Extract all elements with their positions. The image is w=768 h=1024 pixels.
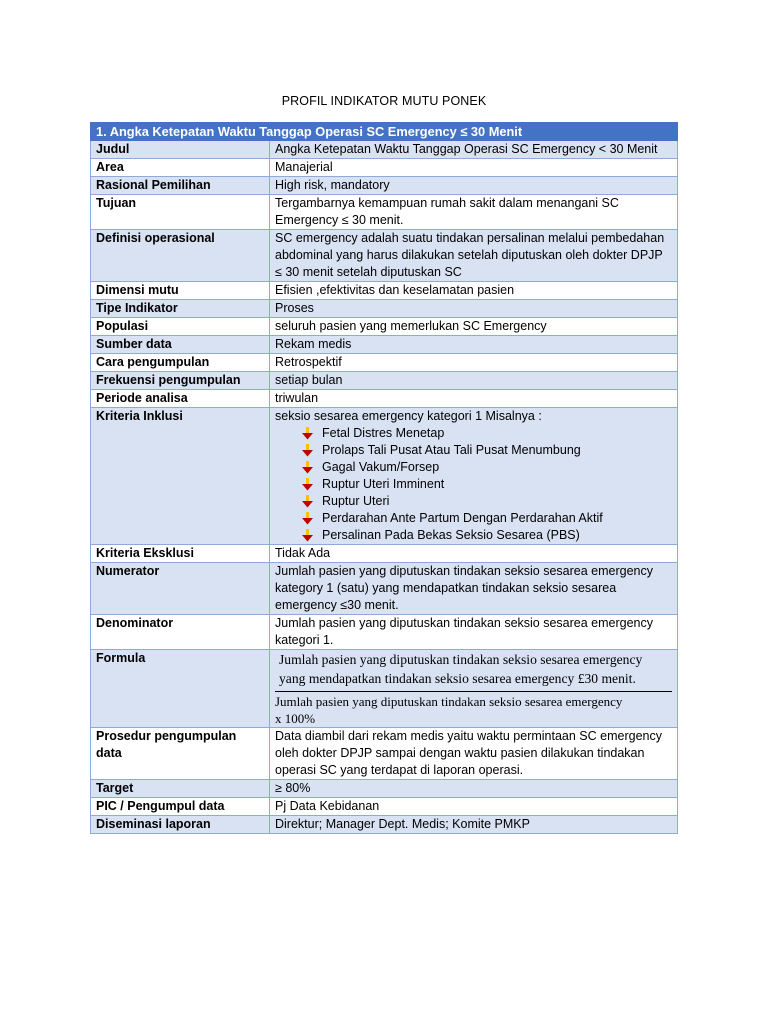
- formula-denominator: Jumlah pasien yang diputuskan tindakan seksio sesarea emergency: [275, 694, 623, 709]
- down-arrow-icon: [301, 495, 314, 508]
- row-label: Denominator: [91, 615, 270, 650]
- row-label: Dimensi mutu: [91, 282, 270, 300]
- row-value: High risk, mandatory: [270, 177, 678, 195]
- list-item-text: Fetal Distres Menetap: [322, 426, 445, 440]
- row-dimensi: [91, 282, 678, 300]
- row-label: Sumber data: [91, 336, 270, 354]
- row-rasional: [91, 177, 678, 195]
- row-value: seluruh pasien yang memerlukan SC Emergency: [270, 318, 678, 336]
- down-arrow-icon: [301, 427, 314, 440]
- row-value: Pj Data Kebidanan: [270, 798, 678, 816]
- indicator-title: 1. Angka Ketepatan Waktu Tanggap Operasi SC Emergency ≤ 30 Menit: [91, 123, 678, 141]
- list-item: [301, 527, 672, 544]
- row-value: ≥ 80%: [270, 780, 678, 798]
- row-label: Cara pengumpulan: [91, 354, 270, 372]
- row-label: Area: [91, 159, 270, 177]
- list-item-text: Persalinan Pada Bekas Seksio Sesarea (PBS): [322, 528, 580, 542]
- list-item-text: Gagal Vakum/Forsep: [322, 460, 440, 474]
- down-arrow-icon: [301, 461, 314, 474]
- row-label: Prosedur pengumpulan data: [91, 728, 270, 780]
- row-label: Kriteria Inklusi: [91, 408, 270, 545]
- row-label: Populasi: [91, 318, 270, 336]
- row-tipe: [91, 300, 678, 318]
- row-value: Rekam medis: [270, 336, 678, 354]
- down-arrow-icon: [301, 478, 314, 491]
- row-value: Efisien ,efektivitas dan keselamatan pasien: [270, 282, 678, 300]
- list-item-text: Perdarahan Ante Partum Dengan Perdarahan Aktif: [322, 511, 603, 525]
- row-inklusi: [91, 408, 678, 545]
- down-arrow-icon: [301, 512, 314, 525]
- row-value: Proses: [270, 300, 678, 318]
- row-periode: [91, 390, 678, 408]
- row-value: Jumlah pasien yang diputuskan tindakan seksio sesarea emergency kategori 1.: [270, 615, 678, 650]
- row-target: [91, 780, 678, 798]
- row-value: Tergambarnya kemampuan rumah sakit dalam menangani SC Emergency ≤ 30 menit.: [270, 195, 678, 230]
- down-arrow-icon: [301, 529, 314, 542]
- row-pic: [91, 798, 678, 816]
- row-value: Retrospektif: [270, 354, 678, 372]
- row-formula: [91, 650, 678, 728]
- row-label: Rasional Pemilihan: [91, 177, 270, 195]
- list-item: [301, 476, 672, 493]
- list-item: [301, 425, 672, 442]
- row-frekuensi: [91, 372, 678, 390]
- row-value: Tidak Ada: [270, 545, 678, 563]
- list-item-text: Ruptur Uteri Imminent: [322, 477, 445, 491]
- row-label: Tipe Indikator: [91, 300, 270, 318]
- page-title: PROFIL INDIKATOR MUTU PONEK: [281, 94, 487, 108]
- row-cara: [91, 354, 678, 372]
- list-item: [301, 493, 672, 510]
- row-value: Manajerial: [270, 159, 678, 177]
- fraction-line: [275, 691, 672, 692]
- row-label: Tujuan: [91, 195, 270, 230]
- row-value: Direktur; Manager Dept. Medis; Komite PMKP: [270, 816, 678, 834]
- row-label: Target: [91, 780, 270, 798]
- row-sumber: [91, 336, 678, 354]
- row-label: Frekuensi pengumpulan: [91, 372, 270, 390]
- row-label: Periode analisa: [91, 390, 270, 408]
- row-label: Judul: [91, 141, 270, 159]
- row-value: Jumlah pasien yang diputuskan tindakan seksio sesarea emergency kategory 1 (satu) yang mendapatkan tindakan seksio sesarea emergency ≤30 menit.: [270, 563, 678, 615]
- down-arrow-icon: [301, 444, 314, 457]
- row-value: SC emergency adalah suatu tindakan persalinan melalui pembedahan abdominal yang harus dilakukan setelah diputuskan oleh dokter DPJP ≤ 30 menit setelah diputuskan SC: [270, 230, 678, 282]
- indicator-profile-table: [90, 122, 678, 834]
- row-label: Formula: [91, 650, 270, 728]
- row-numerator: [91, 563, 678, 615]
- row-value: Data diambil dari rekam medis yaitu waktu permintaan SC emergency oleh dokter DPJP sampai dengan waktu pasien dilakukan tindakan operasi SC yang terdapat di laporan operasi.: [270, 728, 678, 780]
- row-diseminasi: [91, 816, 678, 834]
- inklusi-list: [275, 425, 672, 544]
- row-value: triwulan: [270, 390, 678, 408]
- list-item: [301, 459, 672, 476]
- row-denominator: [91, 615, 678, 650]
- row-label: Definisi operasional: [91, 230, 270, 282]
- formula: [275, 650, 672, 727]
- row-label: Diseminasi laporan: [91, 816, 270, 834]
- row-definisi: [91, 230, 678, 282]
- row-judul: [91, 141, 678, 159]
- inklusi-intro: seksio sesarea emergency kategori 1 Misalnya :: [275, 409, 542, 423]
- row-value: [270, 650, 678, 728]
- formula-multiplier: x 100%: [275, 711, 316, 726]
- list-item-text: Ruptur Uteri: [322, 494, 390, 508]
- row-prosedur: [91, 728, 678, 780]
- row-value: setiap bulan: [270, 372, 678, 390]
- row-label: Numerator: [91, 563, 270, 615]
- row-populasi: [91, 318, 678, 336]
- row-tujuan: [91, 195, 678, 230]
- row-area: [91, 159, 678, 177]
- row-label: PIC / Pengumpul data: [91, 798, 270, 816]
- list-item-text: Prolaps Tali Pusat Atau Tali Pusat Menumbung: [322, 443, 581, 457]
- table-header-row: [91, 123, 678, 141]
- row-value: [270, 408, 678, 545]
- row-eksklusi: [91, 545, 678, 563]
- list-item: [301, 442, 672, 459]
- row-label: Kriteria Eksklusi: [91, 545, 270, 563]
- list-item: [301, 510, 672, 527]
- formula-numerator: Jumlah pasien yang diputuskan tindakan seksio sesarea emergency yang mendapatkan tindakan seksio sesarea emergency £30 menit.: [279, 652, 643, 686]
- row-value: Angka Ketepatan Waktu Tanggap Operasi SC Emergency < 30 Menit: [270, 141, 678, 159]
